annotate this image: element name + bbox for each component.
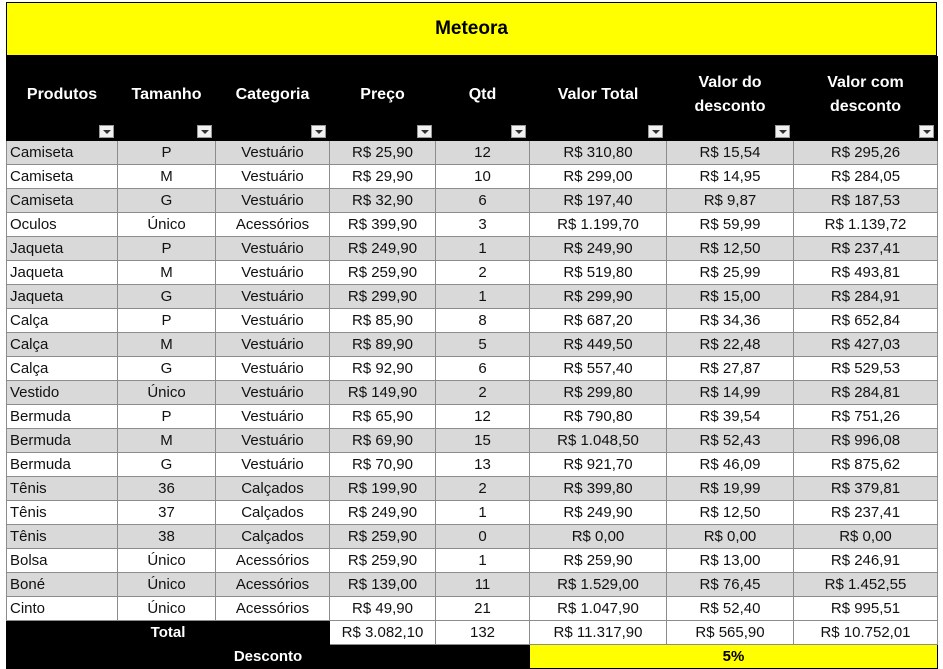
valor-total-cell[interactable]: R$ 921,70 <box>530 453 667 477</box>
tamanho-cell[interactable]: G <box>118 189 216 213</box>
tamanho-cell[interactable]: Único <box>118 381 216 405</box>
produto-cell[interactable]: Bermuda <box>7 429 118 453</box>
valor-total-cell[interactable]: R$ 299,90 <box>530 285 667 309</box>
valor-total-cell[interactable]: R$ 299,00 <box>530 165 667 189</box>
categoria-cell[interactable]: Vestuário <box>216 453 330 477</box>
valor-desconto-cell[interactable]: R$ 34,36 <box>667 309 794 333</box>
totals-label[interactable]: Total <box>7 621 330 645</box>
valor-total-cell[interactable]: R$ 399,80 <box>530 477 667 501</box>
valor-desconto-cell[interactable]: R$ 15,54 <box>667 141 794 165</box>
total-valor-total-cell[interactable]: R$ 11.317,90 <box>530 621 667 645</box>
produto-cell[interactable]: Jaqueta <box>7 261 118 285</box>
produto-cell[interactable]: Bolsa <box>7 549 118 573</box>
valor-desconto-cell[interactable]: R$ 39,54 <box>667 405 794 429</box>
tamanho-cell[interactable]: P <box>118 141 216 165</box>
valor-com-desconto-cell[interactable]: R$ 237,41 <box>794 501 938 525</box>
table-row <box>7 597 938 621</box>
valor-desconto-cell[interactable]: R$ 0,00 <box>667 525 794 549</box>
table-row <box>7 141 938 165</box>
column-header-valor-total[interactable]: Valor Total <box>530 57 667 141</box>
column-header-qtd[interactable]: Qtd <box>436 57 530 141</box>
produto-cell[interactable]: Calça <box>7 357 118 381</box>
produto-cell[interactable]: Bermuda <box>7 405 118 429</box>
preco-cell[interactable]: R$ 259,90 <box>330 525 436 549</box>
valor-com-desconto-cell[interactable]: R$ 1.452,55 <box>794 573 938 597</box>
valor-total-cell[interactable]: R$ 0,00 <box>530 525 667 549</box>
dropdown-filter-icon[interactable] <box>648 125 663 138</box>
valor-com-desconto-cell[interactable]: R$ 493,81 <box>794 261 938 285</box>
valor-desconto-cell[interactable]: R$ 19,99 <box>667 477 794 501</box>
discount-label[interactable]: Desconto <box>7 645 530 669</box>
valor-com-desconto-cell[interactable]: R$ 529,53 <box>794 357 938 381</box>
dropdown-filter-icon[interactable] <box>99 125 114 138</box>
produto-cell[interactable]: Calça <box>7 309 118 333</box>
qtd-cell[interactable]: 2 <box>436 477 530 501</box>
valor-total-cell[interactable]: R$ 249,90 <box>530 237 667 261</box>
valor-com-desconto-cell[interactable]: R$ 0,00 <box>794 525 938 549</box>
preco-cell[interactable]: R$ 25,90 <box>330 141 436 165</box>
qtd-cell[interactable]: 3 <box>436 213 530 237</box>
valor-com-desconto-cell[interactable]: R$ 187,53 <box>794 189 938 213</box>
table-row <box>7 309 938 333</box>
valor-com-desconto-cell[interactable]: R$ 237,41 <box>794 237 938 261</box>
valor-desconto-cell[interactable]: R$ 22,48 <box>667 333 794 357</box>
categoria-cell[interactable]: Vestuário <box>216 429 330 453</box>
preco-cell[interactable]: R$ 249,90 <box>330 501 436 525</box>
categoria-cell[interactable]: Vestuário <box>216 405 330 429</box>
produto-cell[interactable]: Tênis <box>7 501 118 525</box>
preco-cell[interactable]: R$ 139,00 <box>330 573 436 597</box>
valor-total-cell[interactable]: R$ 299,80 <box>530 381 667 405</box>
qtd-cell[interactable]: 13 <box>436 453 530 477</box>
tamanho-cell[interactable]: P <box>118 309 216 333</box>
column-header-tamanho[interactable]: Tamanho <box>118 57 216 141</box>
table-row <box>7 189 938 213</box>
produto-cell[interactable]: Camiseta <box>7 189 118 213</box>
table-row <box>7 525 938 549</box>
valor-total-cell[interactable]: R$ 1.048,50 <box>530 429 667 453</box>
tamanho-cell[interactable]: 36 <box>118 477 216 501</box>
discount-value-cell[interactable]: 5% <box>530 645 938 669</box>
tamanho-cell[interactable]: 38 <box>118 525 216 549</box>
tamanho-cell[interactable]: P <box>118 237 216 261</box>
qtd-cell[interactable]: 6 <box>436 357 530 381</box>
produto-cell[interactable]: Calça <box>7 333 118 357</box>
valor-total-cell[interactable]: R$ 557,40 <box>530 357 667 381</box>
valor-total-cell[interactable]: R$ 519,80 <box>530 261 667 285</box>
valor-com-desconto-cell[interactable]: R$ 995,51 <box>794 597 938 621</box>
preco-cell[interactable]: R$ 29,90 <box>330 165 436 189</box>
produto-cell[interactable]: Camiseta <box>7 165 118 189</box>
valor-com-desconto-cell[interactable]: R$ 284,81 <box>794 381 938 405</box>
qtd-cell[interactable]: 1 <box>436 549 530 573</box>
tamanho-cell[interactable]: M <box>118 429 216 453</box>
valor-com-desconto-cell[interactable]: R$ 284,05 <box>794 165 938 189</box>
produto-cell[interactable]: Jaqueta <box>7 285 118 309</box>
valor-total-cell[interactable]: R$ 259,90 <box>530 549 667 573</box>
qtd-cell[interactable]: 8 <box>436 309 530 333</box>
qtd-cell[interactable]: 1 <box>436 501 530 525</box>
total-qtd-cell[interactable]: 132 <box>436 621 530 645</box>
categoria-cell[interactable]: Vestuário <box>216 333 330 357</box>
tamanho-cell[interactable]: Único <box>118 573 216 597</box>
column-header-categoria[interactable]: Categoria <box>216 57 330 141</box>
valor-desconto-cell[interactable]: R$ 52,40 <box>667 597 794 621</box>
produto-cell[interactable]: Oculos <box>7 213 118 237</box>
categoria-cell[interactable]: Calçados <box>216 477 330 501</box>
preco-cell[interactable]: R$ 399,90 <box>330 213 436 237</box>
qtd-cell[interactable]: 11 <box>436 573 530 597</box>
categoria-cell[interactable]: Vestuário <box>216 141 330 165</box>
produto-cell[interactable]: Bermuda <box>7 453 118 477</box>
dropdown-filter-icon[interactable] <box>775 125 790 138</box>
valor-desconto-cell[interactable]: R$ 9,87 <box>667 189 794 213</box>
valor-total-cell[interactable]: R$ 449,50 <box>530 333 667 357</box>
sheet-title[interactable]: Meteora <box>6 2 937 56</box>
table-row <box>7 165 938 189</box>
table-row <box>7 549 938 573</box>
valor-desconto-cell[interactable]: R$ 15,00 <box>667 285 794 309</box>
column-header-valor-com-desconto[interactable]: Valor com desconto <box>794 57 938 141</box>
valor-com-desconto-cell[interactable]: R$ 379,81 <box>794 477 938 501</box>
valor-com-desconto-cell[interactable]: R$ 652,84 <box>794 309 938 333</box>
qtd-cell[interactable]: 15 <box>436 429 530 453</box>
table-row <box>7 573 938 597</box>
valor-desconto-cell[interactable]: R$ 27,87 <box>667 357 794 381</box>
produto-cell[interactable]: Jaqueta <box>7 237 118 261</box>
valor-total-cell[interactable]: R$ 249,90 <box>530 501 667 525</box>
preco-cell[interactable]: R$ 65,90 <box>330 405 436 429</box>
table-row <box>7 213 938 237</box>
tamanho-cell[interactable]: G <box>118 285 216 309</box>
spreadsheet <box>6 2 937 669</box>
valor-com-desconto-cell[interactable]: R$ 246,91 <box>794 549 938 573</box>
tamanho-cell[interactable]: G <box>118 453 216 477</box>
categoria-cell[interactable]: Vestuário <box>216 261 330 285</box>
preco-cell[interactable]: R$ 299,90 <box>330 285 436 309</box>
valor-desconto-cell[interactable]: R$ 46,09 <box>667 453 794 477</box>
table-row <box>7 381 938 405</box>
categoria-cell[interactable]: Calçados <box>216 525 330 549</box>
valor-com-desconto-cell[interactable]: R$ 751,26 <box>794 405 938 429</box>
categoria-cell[interactable]: Acessórios <box>216 597 330 621</box>
valor-com-desconto-cell[interactable]: R$ 996,08 <box>794 429 938 453</box>
produto-cell[interactable]: Boné <box>7 573 118 597</box>
dropdown-filter-icon[interactable] <box>919 125 934 138</box>
tamanho-cell[interactable]: P <box>118 405 216 429</box>
valor-total-cell[interactable]: R$ 687,20 <box>530 309 667 333</box>
dropdown-filter-icon[interactable] <box>197 125 212 138</box>
preco-cell[interactable]: R$ 89,90 <box>330 333 436 357</box>
valor-total-cell[interactable]: R$ 1.199,70 <box>530 213 667 237</box>
header-row <box>7 57 938 141</box>
table-row <box>7 333 938 357</box>
categoria-cell[interactable]: Vestuário <box>216 189 330 213</box>
produto-cell[interactable]: Tênis <box>7 477 118 501</box>
column-header-produtos[interactable]: Produtos <box>7 57 118 141</box>
table-row <box>7 261 938 285</box>
categoria-cell[interactable]: Vestuário <box>216 285 330 309</box>
table-row <box>7 237 938 261</box>
valor-total-cell[interactable]: R$ 790,80 <box>530 405 667 429</box>
dropdown-filter-icon[interactable] <box>511 125 526 138</box>
valor-desconto-cell[interactable]: R$ 52,43 <box>667 429 794 453</box>
categoria-cell[interactable]: Acessórios <box>216 213 330 237</box>
column-header-preco[interactable]: Preço <box>330 57 436 141</box>
valor-desconto-cell[interactable]: R$ 14,99 <box>667 381 794 405</box>
preco-cell[interactable]: R$ 69,90 <box>330 429 436 453</box>
tamanho-cell[interactable]: G <box>118 357 216 381</box>
valor-total-cell[interactable]: R$ 1.047,90 <box>530 597 667 621</box>
valor-desconto-cell[interactable]: R$ 25,99 <box>667 261 794 285</box>
preco-cell[interactable]: R$ 92,90 <box>330 357 436 381</box>
totals-row <box>7 621 938 645</box>
qtd-cell[interactable]: 12 <box>436 405 530 429</box>
preco-cell[interactable]: R$ 85,90 <box>330 309 436 333</box>
tamanho-cell[interactable]: Único <box>118 597 216 621</box>
preco-cell[interactable]: R$ 70,90 <box>330 453 436 477</box>
tamanho-cell[interactable]: M <box>118 261 216 285</box>
qtd-cell[interactable]: 0 <box>436 525 530 549</box>
categoria-cell[interactable]: Vestuário <box>216 309 330 333</box>
categoria-cell[interactable]: Calçados <box>216 501 330 525</box>
table-row <box>7 429 938 453</box>
preco-cell[interactable]: R$ 199,90 <box>330 477 436 501</box>
qtd-cell[interactable]: 21 <box>436 597 530 621</box>
valor-com-desconto-cell[interactable]: R$ 875,62 <box>794 453 938 477</box>
valor-desconto-cell[interactable]: R$ 76,45 <box>667 573 794 597</box>
valor-desconto-cell[interactable]: R$ 59,99 <box>667 213 794 237</box>
preco-cell[interactable]: R$ 49,90 <box>330 597 436 621</box>
valor-total-cell[interactable]: R$ 310,80 <box>530 141 667 165</box>
valor-com-desconto-cell[interactable]: R$ 284,91 <box>794 285 938 309</box>
valor-desconto-cell[interactable]: R$ 14,95 <box>667 165 794 189</box>
categoria-cell[interactable]: Vestuário <box>216 237 330 261</box>
qtd-cell[interactable]: 5 <box>436 333 530 357</box>
valor-com-desconto-cell[interactable]: R$ 427,03 <box>794 333 938 357</box>
categoria-cell[interactable]: Vestuário <box>216 381 330 405</box>
categoria-cell[interactable]: Acessórios <box>216 549 330 573</box>
table-row <box>7 405 938 429</box>
valor-desconto-cell[interactable]: R$ 12,50 <box>667 501 794 525</box>
products-table <box>6 56 938 669</box>
produto-cell[interactable]: Tênis <box>7 525 118 549</box>
valor-total-cell[interactable]: R$ 197,40 <box>530 189 667 213</box>
qtd-cell[interactable]: 1 <box>436 285 530 309</box>
categoria-cell[interactable]: Vestuário <box>216 165 330 189</box>
tamanho-cell[interactable]: M <box>118 165 216 189</box>
qtd-cell[interactable]: 2 <box>436 381 530 405</box>
preco-cell[interactable]: R$ 149,90 <box>330 381 436 405</box>
total-valor-desconto-cell[interactable]: R$ 565,90 <box>667 621 794 645</box>
valor-total-cell[interactable]: R$ 1.529,00 <box>530 573 667 597</box>
qtd-cell[interactable]: 6 <box>436 189 530 213</box>
valor-com-desconto-cell[interactable]: R$ 295,26 <box>794 141 938 165</box>
table-row <box>7 453 938 477</box>
total-valor-com-desconto-cell[interactable]: R$ 10.752,01 <box>794 621 938 645</box>
table-body <box>7 141 938 621</box>
categoria-cell[interactable]: Acessórios <box>216 573 330 597</box>
preco-cell[interactable]: R$ 249,90 <box>330 237 436 261</box>
produto-cell[interactable]: Vestido <box>7 381 118 405</box>
preco-cell[interactable]: R$ 32,90 <box>330 189 436 213</box>
qtd-cell[interactable]: 10 <box>436 165 530 189</box>
valor-desconto-cell[interactable]: R$ 13,00 <box>667 549 794 573</box>
produto-cell[interactable]: Cinto <box>7 597 118 621</box>
produto-cell[interactable]: Camiseta <box>7 141 118 165</box>
table-row <box>7 501 938 525</box>
qtd-cell[interactable]: 2 <box>436 261 530 285</box>
discount-row <box>7 645 938 669</box>
dropdown-filter-icon[interactable] <box>417 125 432 138</box>
column-header-valor-do-desconto[interactable]: Valor do desconto <box>667 57 794 141</box>
tamanho-cell[interactable]: Único <box>118 549 216 573</box>
categoria-cell[interactable]: Vestuário <box>216 357 330 381</box>
table-row <box>7 477 938 501</box>
preco-cell[interactable]: R$ 259,90 <box>330 261 436 285</box>
valor-com-desconto-cell[interactable]: R$ 1.139,72 <box>794 213 938 237</box>
preco-cell[interactable]: R$ 259,90 <box>330 549 436 573</box>
qtd-cell[interactable]: 12 <box>436 141 530 165</box>
tamanho-cell[interactable]: Único <box>118 213 216 237</box>
table-row <box>7 285 938 309</box>
tamanho-cell[interactable]: 37 <box>118 501 216 525</box>
dropdown-filter-icon[interactable] <box>311 125 326 138</box>
valor-desconto-cell[interactable]: R$ 12,50 <box>667 237 794 261</box>
tamanho-cell[interactable]: M <box>118 333 216 357</box>
qtd-cell[interactable]: 1 <box>436 237 530 261</box>
table-row <box>7 357 938 381</box>
total-preco-cell[interactable]: R$ 3.082,10 <box>330 621 436 645</box>
